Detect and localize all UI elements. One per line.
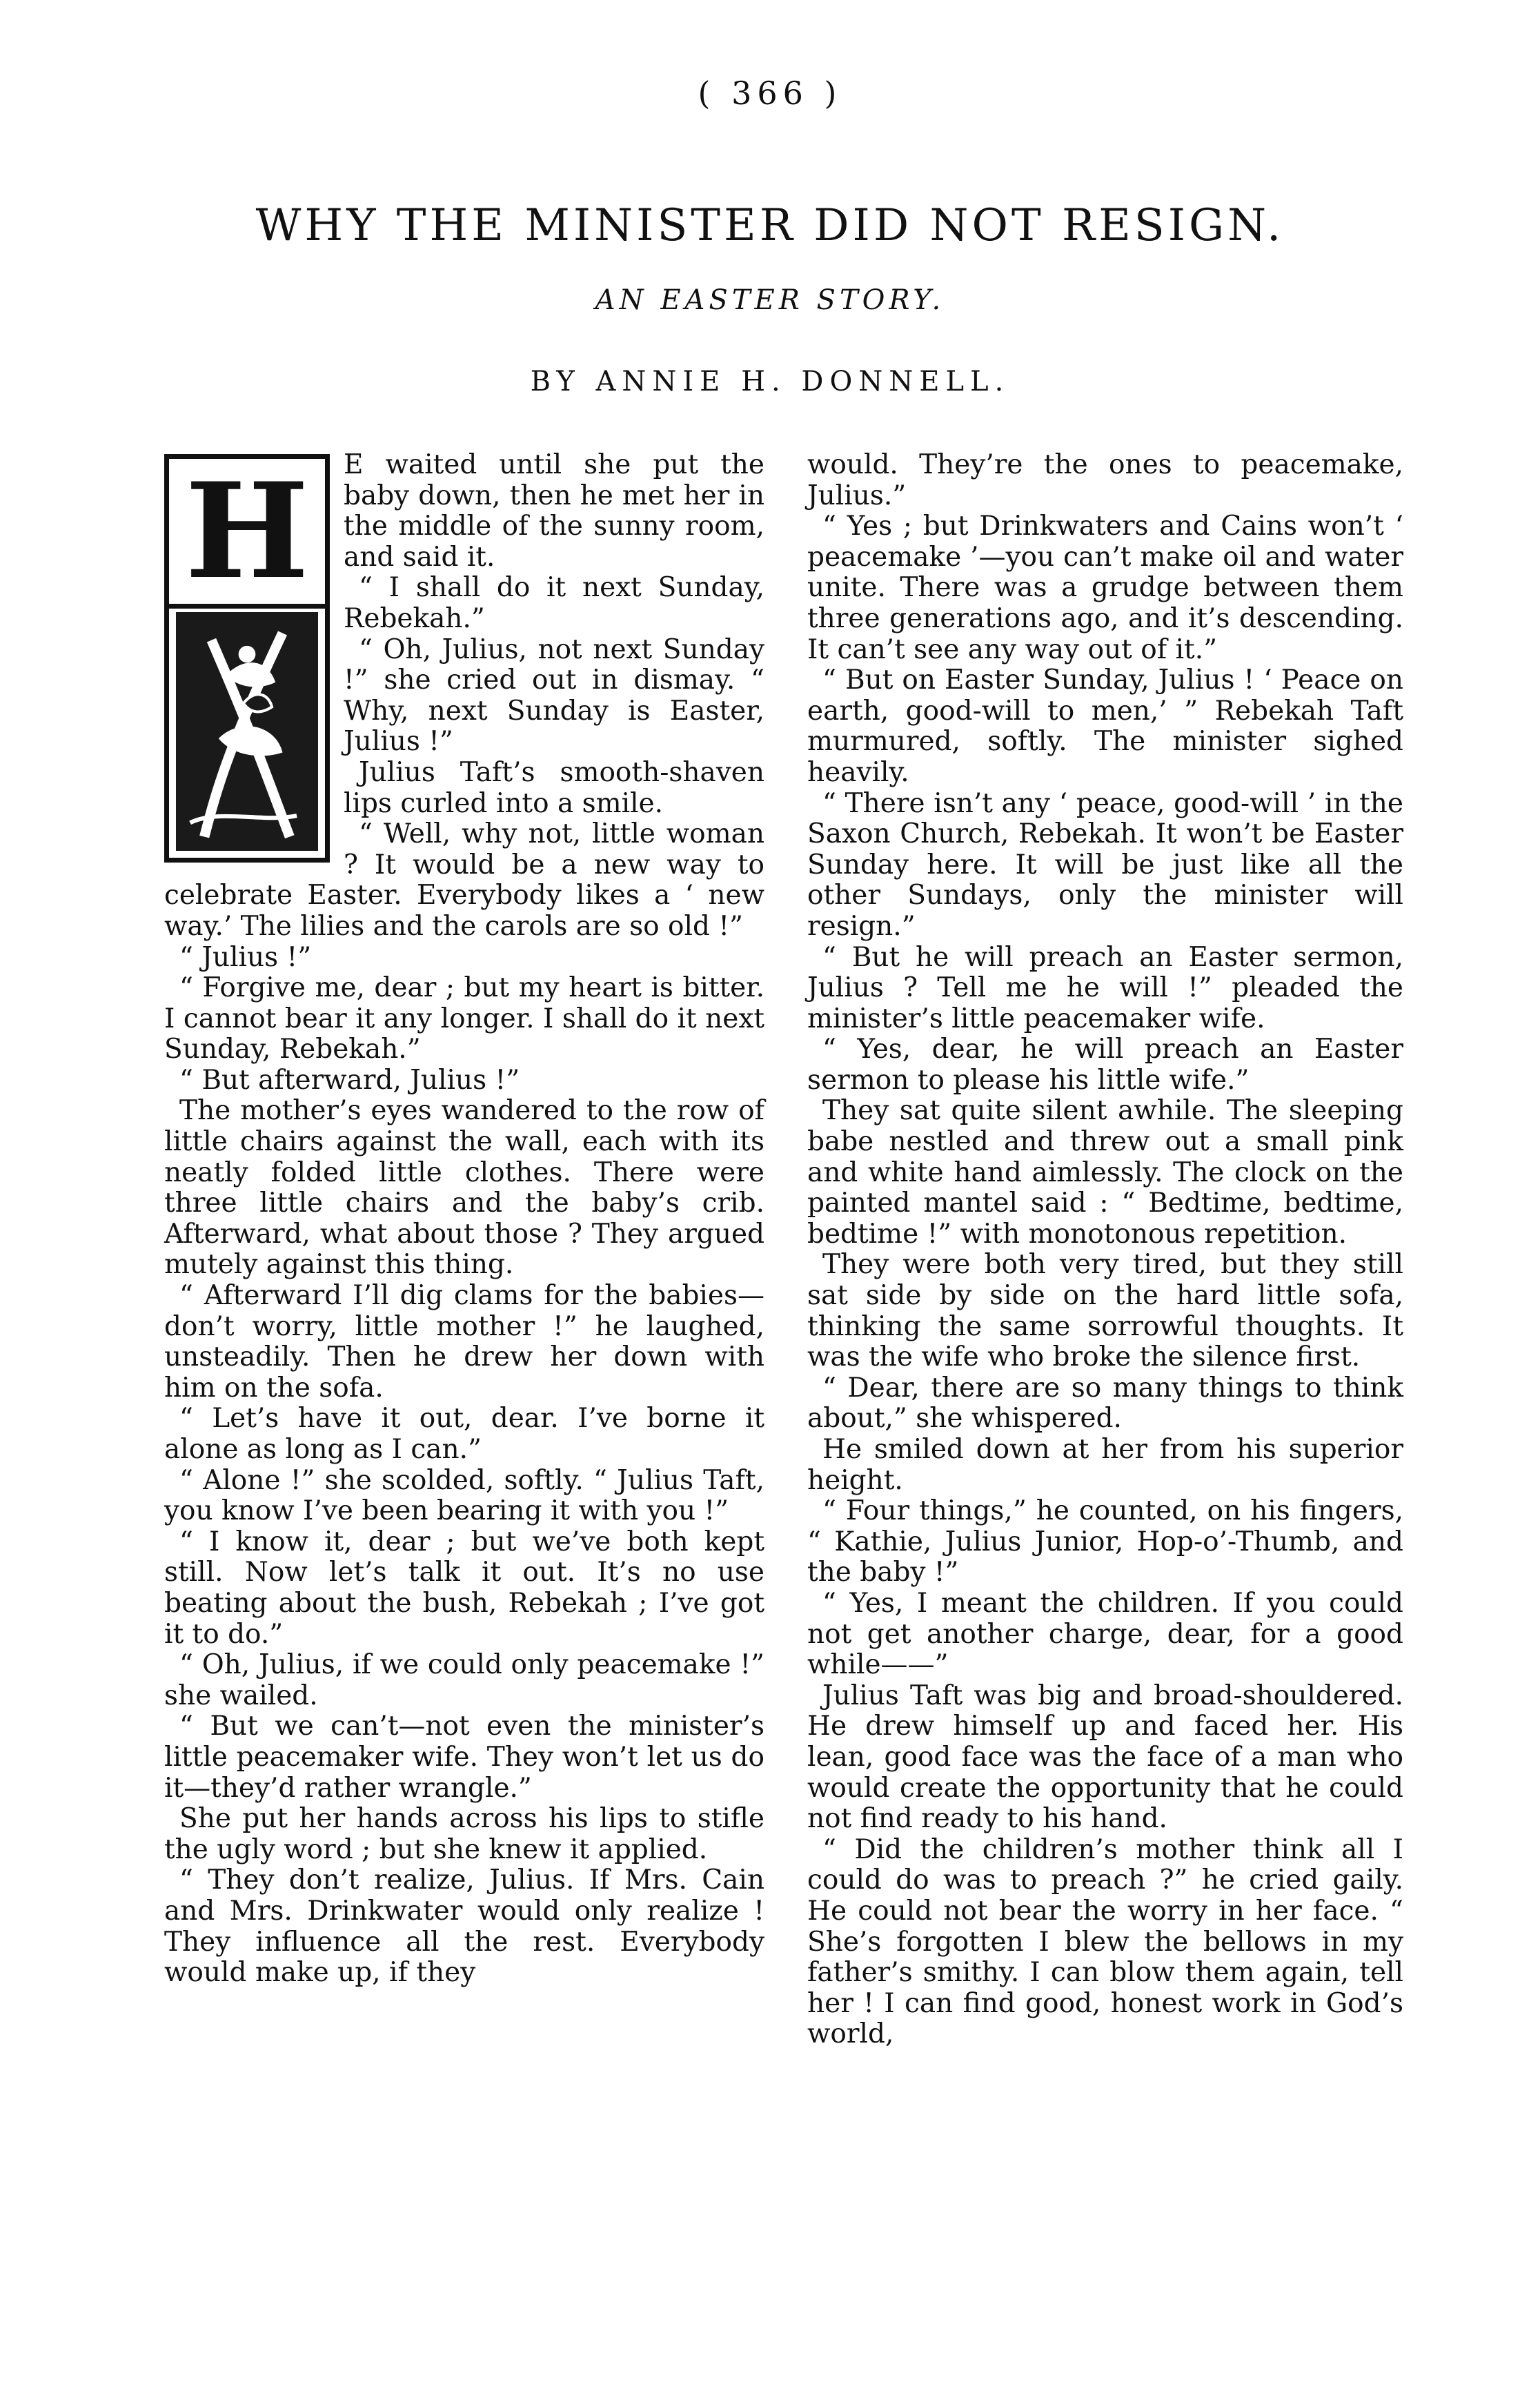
- paragraph: “ Yes ; but Drinkwaters and Cains won’t ‘ peacemake ’—you can’t make oil and water unite. There was a grudge between them three generations ago, and it’s descending. It can’t see any way out of it.”: [807, 511, 1403, 665]
- paragraph: “ Alone !” she scolded, softly. “ Julius Taft, you know I’ve been bearing it with you !”: [164, 1464, 764, 1527]
- paragraph: “ But he will preach an Easter sermon, Julius ? Tell me he will !” pleaded the minister’s little peacemaker wife.: [807, 941, 1403, 1034]
- paragraph: E waited until she put the baby down, then he met her in the middle of the sunny room, and said it.: [344, 449, 764, 573]
- paragraph: The mother’s eyes wandered to the row of little chairs against the wall, each with its neatly folded little clothes. There were three little chairs and the baby’s crib. Afterward, what about those ? They argued mutely against this thing.: [164, 1095, 764, 1281]
- article-subtitle: AN EASTER STORY.: [595, 284, 945, 316]
- article-byline: BY ANNIE H. DONNELL.: [530, 366, 1010, 397]
- paragraph: Julius Taft’s smooth-shaven lips curled into a smile.: [344, 756, 764, 819]
- paragraph: would. They’re the ones to peacemake, Julius.”: [807, 449, 1403, 511]
- paragraph: “ But we can’t—not even the minister’s little peacemaker wife. They won’t let us do it—they’d rather wrangle.”: [164, 1711, 764, 1804]
- paragraph: “ Julius !”: [179, 941, 312, 973]
- lily-ornament-icon: [176, 612, 318, 851]
- paragraph: “ Dear, there are so many things to think about,” she whispered.: [807, 1372, 1403, 1435]
- paragraph: He smiled down at her from his superior height.: [807, 1434, 1403, 1496]
- paragraph: “ Afterward I’ll dig clams for the babies—don’t worry, little mother !” he laughed, unsteadily. Then he drew her down with him on the sofa.: [164, 1280, 764, 1404]
- paragraph: “ Four things,” he counted, on his fingers, “ Kathie, Julius Junior, Hop-o’-Thumb, and the baby !”: [807, 1495, 1403, 1588]
- paragraph: “ I know it, dear ; but we’ve both kept still. Now let’s talk it out. It’s no use beating about the bush, Rebekah ; I’ve got it to do.”: [164, 1526, 764, 1650]
- paragraph: “ Yes, dear, he will preach an Easter sermon to please his little wife.”: [807, 1034, 1403, 1096]
- paragraph: They were both very tired, but they still sat side by side on the hard little sofa, thinking the same sorrowful thoughts. It was the wife who broke the silence first.: [807, 1249, 1403, 1373]
- paragraph: “ Did the children’s mother think all I could do was to preach ?” he cried gaily. He could not bear the worry in her face. “ She’s forgotten I blew the bellows in my father’s smithy. I can blow them again, tell her ! I can find good, honest work in God’s world,: [807, 1833, 1403, 2050]
- paragraph: “ But on Easter Sunday, Julius ! ‘ Peace on earth, good-will to men,’ ” Rebekah Taft murmured, softly. The minister sighed heavily.: [807, 665, 1403, 788]
- paragraph: “ I shall do it next Sunday, Rebekah.”: [344, 572, 764, 634]
- paragraph: “ They don’t realize, Julius. If Mrs. Cain and Mrs. Drinkwater would only realize ! They influence all the rest. Everybody would make up, if they: [164, 1864, 764, 1989]
- page-number: ( 366 ): [698, 75, 842, 112]
- paragraph: “ Well, why not, little woman ? It would be a new way to celebrate Easter. Everybody likes a ‘ new way.’ The lilies and the carols are so old !”: [164, 818, 764, 942]
- drop-cap-letter: H: [169, 459, 325, 609]
- left-column: [164, 450, 764, 1989]
- paragraph: “ But afterward, Julius !”: [179, 1064, 520, 1096]
- paragraph: They sat quite silent awhile. The sleeping babe nestled and threw out a small pink and white hand aimlessly. The clock on the painted mantel said : “ Bedtime, bedtime, bedtime !” with monotonous repetition.: [807, 1095, 1403, 1250]
- drop-cap-block: [164, 454, 330, 863]
- paragraph: Julius Taft was big and broad-shouldered. He drew himself up and faced her. His lean, good face was the face of a man who would create the opportunity that he could not find ready to his hand.: [807, 1680, 1403, 1835]
- paragraph: “ Oh, Julius, not next Sunday !” she cried out in dismay. “ Why, next Sunday is Easter, Julius !”: [344, 633, 764, 758]
- article-title: WHY THE MINISTER DID NOT RESIGN.: [255, 200, 1285, 251]
- paragraph: “ Forgive me, dear ; but my heart is bitter. I cannot bear it any longer. I shall do it next Sunday, Rebekah.”: [164, 972, 764, 1065]
- right-column: [807, 450, 1403, 2050]
- paragraph: “ Yes, I meant the children. If you could not get another charge, dear, for a good while——”: [807, 1587, 1403, 1681]
- paragraph: “ Let’s have it out, dear. I’ve borne it alone as long as I can.”: [164, 1403, 764, 1465]
- paragraph: She put her hands across his lips to stifle the ugly word ; but she knew it applied.: [164, 1803, 764, 1865]
- paragraph: “ There isn’t any ‘ peace, good-will ’ in the Saxon Church, Rebekah. It won’t be Easter Sunday here. It will be just like all the other Sundays, only the minister will resign.”: [807, 787, 1403, 942]
- paragraph: “ Oh, Julius, if we could only peacemake !” she wailed.: [164, 1649, 764, 1711]
